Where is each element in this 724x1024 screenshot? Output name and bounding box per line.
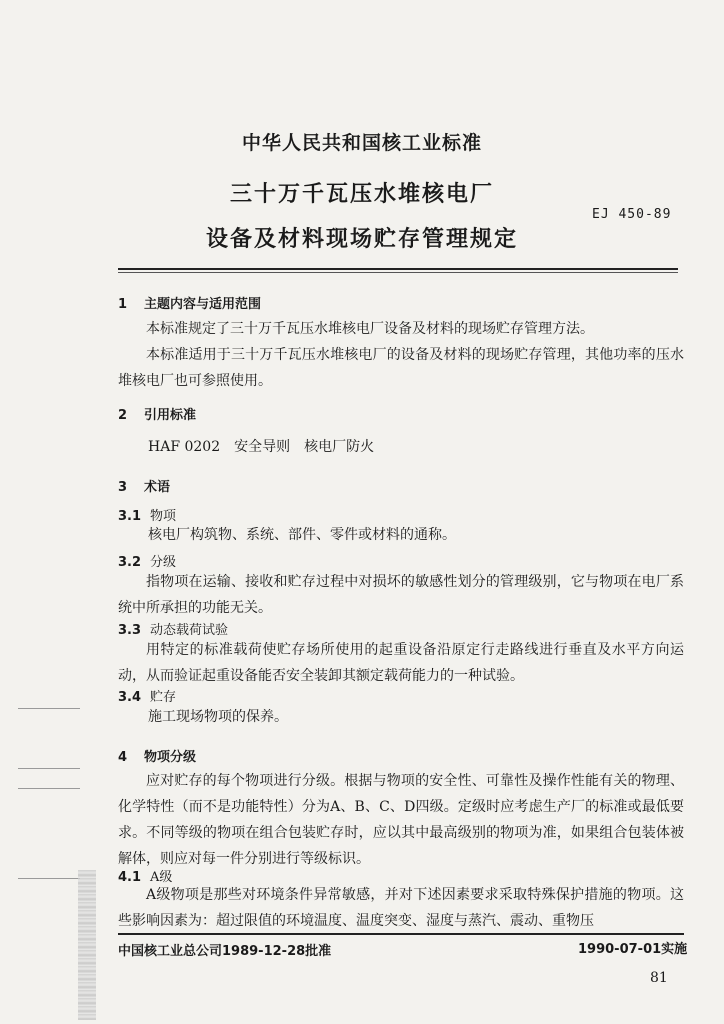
- term-3-2-heading: [118, 551, 176, 570]
- reference-subtitle: 核电厂防火: [304, 439, 375, 455]
- term-3-2-definition: 指物项在运输、接收和贮存过程中对损坏的敏感性划分的管理级别，它与物项在电厂系统中所承担的功能无关。: [118, 574, 684, 616]
- effective-date: 1990-07-01实施: [578, 942, 688, 957]
- term-name: 贮存: [150, 690, 177, 705]
- term-3-4-definition: 施工现场物项的保养。: [148, 709, 288, 725]
- header-rule-thin: [118, 272, 678, 273]
- section-1-paragraph-2: 本标准适用于三十万千瓦压水堆核电厂的设备及材料的现场贮存管理，其他功率的压水堆核电厂也可参照使用。: [118, 347, 684, 389]
- subsection-title: A级: [150, 870, 173, 885]
- reference-title: 安全导则: [234, 439, 291, 455]
- document-title-line2: 设备及材料现场贮存管理规定: [205, 227, 518, 252]
- section-title: 术语: [144, 480, 171, 495]
- section-title: 引用标准: [144, 408, 197, 423]
- subsection-4-1-paragraph: A级物项是那些对环境条件异常敏感，并对下述因素要求采取特殊保护措施的物项。这些影响因素为：超过限值的环境温度、温度突变、湿度与蒸汽、震动、重物压: [118, 887, 684, 929]
- header-rule: [118, 268, 678, 270]
- document-title-line1: 三十万千瓦压水堆核电厂: [229, 182, 494, 207]
- section-1-heading: [118, 293, 261, 312]
- section-4-paragraph: 应对贮存的每个物项进行分级。根据与物项的安全性、可靠性及操作性能有关的物理、化学特性（而不是功能特性）分为A、B、C、D四级。定级时应考虑生产厂的标准或最低要求。不同等级的物项在组合包装贮存时，应以其中最高级别的物项为准，如果组合包装体被解体，则应对每一件分别进行等级标识。: [118, 773, 684, 867]
- section-number: 2: [118, 408, 128, 423]
- subsection-number: 3.3: [118, 623, 142, 638]
- page-number: 81: [650, 970, 668, 986]
- term-3-3-definition: 用特定的标准载荷使贮存场所使用的起重设备沿原定行走路线进行垂直及水平方向运动，从而验证起重设备能否安全装卸其额定载荷能力的一种试验。: [118, 642, 684, 684]
- section-1-paragraph-1: 本标准规定了三十万千瓦压水堆核电厂设备及材料的现场贮存管理方法。: [146, 321, 594, 337]
- term-name: 动态载荷试验: [150, 623, 229, 638]
- term-3-3-heading: [118, 619, 228, 638]
- section-number: 3: [118, 480, 128, 495]
- margin-line: [18, 878, 80, 879]
- section-title: 主题内容与适用范围: [144, 297, 262, 312]
- reference-entry: [148, 436, 388, 456]
- section-2-heading: [118, 404, 196, 423]
- org-standard-heading: 中华人民共和国核工业标准: [241, 132, 482, 154]
- standard-number: EJ 450-89: [592, 207, 672, 222]
- approval-date: 中国核工业总公司1989-12-28批准: [118, 944, 332, 959]
- section-4-heading: [118, 746, 196, 765]
- section-number: 4: [118, 750, 128, 765]
- subsection-number: 3.1: [118, 509, 142, 524]
- term-3-1-definition: 核电厂构筑物、系统、部件、零件或材料的通称。: [148, 527, 456, 543]
- section-title: 物项分级: [144, 750, 197, 765]
- footer-rule: [118, 933, 684, 935]
- subsection-number: 3.4: [118, 690, 142, 705]
- margin-line: [18, 708, 80, 709]
- section-3-heading: [118, 476, 170, 495]
- section-number: 1: [118, 297, 128, 312]
- term-name: 物项: [150, 509, 177, 524]
- reference-code: HAF 0202: [148, 439, 221, 455]
- term-3-4-heading: [118, 686, 176, 705]
- margin-line: [18, 788, 80, 789]
- margin-line: [18, 768, 80, 769]
- scan-binding-strip: [78, 870, 96, 1020]
- subsection-number: 4.1: [118, 870, 142, 885]
- term-name: 分级: [150, 555, 177, 570]
- subsection-number: 3.2: [118, 555, 142, 570]
